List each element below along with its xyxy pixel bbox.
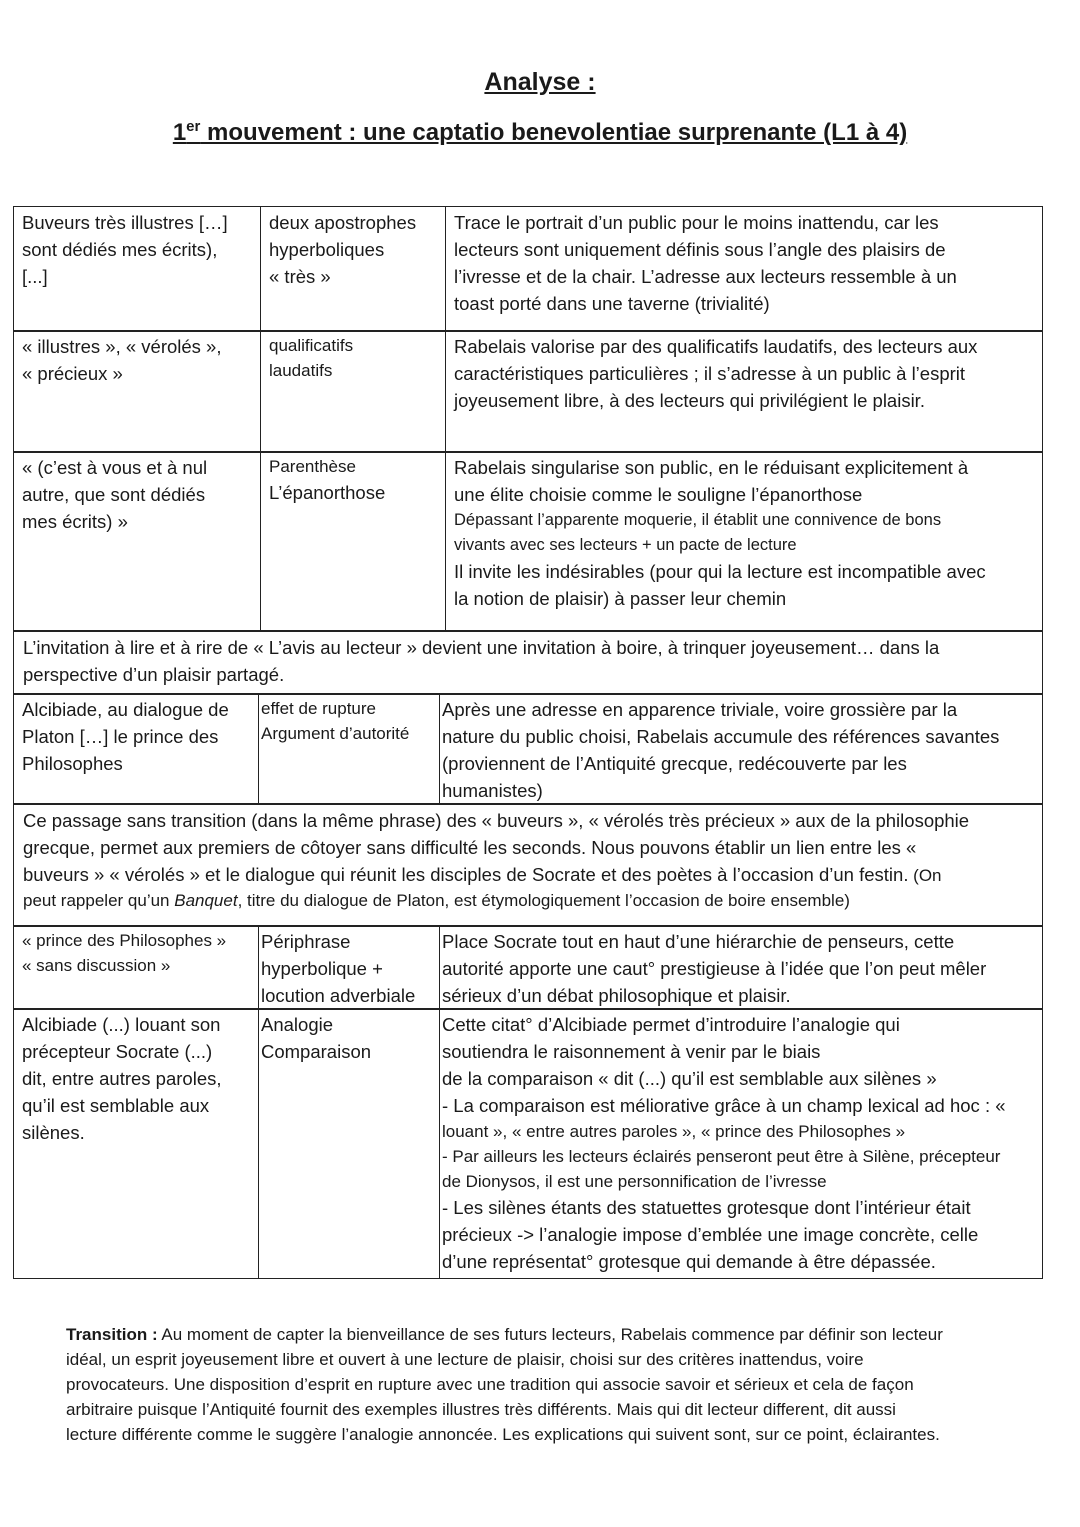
- device-cell: [260, 331, 445, 452]
- cell-line: qualificatifs: [269, 336, 354, 355]
- cell-line: « prince des Philosophes »: [22, 931, 227, 950]
- cell-line: « (c’est à vous et à nul: [22, 457, 208, 478]
- row-line: grecque, permet aux premiers de côtoyer sans difficulté les seconds. Nous pouvons établir un lien entre les «: [23, 837, 917, 858]
- cell-line: Trace le portrait d’un public pour le moins inattendu, car les: [454, 212, 939, 233]
- row-line: Ce passage sans transition (dans la même phrase) des « buveurs », « vérolés très précieux » aux de la philosophie: [23, 810, 970, 831]
- table-row: [13, 1008, 1043, 1279]
- transition-line: arbitraire puisque l’Antiquité fournit des exemples illustres très différents. Mais qui dit lecteur different, dit aussi: [66, 1400, 896, 1419]
- cell-line: nature du public choisi, Rabelais accumule des références savantes: [442, 726, 1000, 747]
- row-line: L’invitation à lire et à rire de « L’avis au lecteur » devient une invitation à boire, à trinquer joyeusement… dans la: [23, 637, 940, 658]
- table-row: [13, 693, 1043, 805]
- cell-line: toast porté dans une taverne (trivialité): [454, 293, 770, 314]
- device-cell: [258, 926, 439, 1009]
- cell-line: précieux -> l’analogie impose d’emblée une image concrète, celle: [442, 1224, 979, 1245]
- cell-line: Comparaison: [261, 1041, 372, 1062]
- analysis-cell: [445, 207, 1042, 331]
- cell-line: Parenthèse: [269, 457, 356, 476]
- cell-line: « sans discussion »: [22, 956, 171, 975]
- analysis-cell: [439, 694, 1042, 804]
- cell-line: Argument d’autorité: [261, 724, 410, 743]
- quote-cell: [14, 694, 258, 804]
- cell-line: louant », « entre autres paroles », « prince des Philosophes »: [442, 1122, 906, 1141]
- transition-line: lecture différente comme le suggère l’analogie annoncée. Les explications qui suivent sont, sur ce point, éclairantes.: [66, 1425, 940, 1444]
- cell-line: locution adverbiale: [261, 985, 416, 1006]
- cell-line: Philosophes: [22, 753, 123, 774]
- analysis-cell: [445, 331, 1042, 452]
- transition-line: provocateurs. Une disposition d’esprit en rupture avec une tradition qui associe savoir et sérieux et cela de façon: [66, 1375, 914, 1394]
- cell-line: qu’il est semblable aux: [22, 1095, 210, 1116]
- cell-line: Cette citat° d’Alcibiade permet d’introduire l’analogie qui: [442, 1014, 900, 1035]
- analysis-cell: [439, 1009, 1042, 1278]
- cell-line: joyeusement libre, à des lecteurs qui privilégient le plaisir.: [454, 390, 925, 411]
- cell-line: « illustres », « vérolés »,: [22, 336, 222, 357]
- cell-line: Analogie: [261, 1014, 334, 1035]
- device-cell: [258, 1009, 439, 1278]
- cell-line: effet de rupture: [261, 699, 376, 718]
- quote-cell: [14, 926, 258, 1009]
- cell-line: l’ivresse et de la chair. L’adresse aux lecteurs ressemble à un: [454, 266, 957, 287]
- cell-line: Alcibiade, au dialogue de: [22, 699, 229, 720]
- analysis-cell: [439, 926, 1042, 1009]
- quote-cell: [14, 207, 260, 331]
- cell-line: - La comparaison est méliorative grâce à un champ lexical ad hoc : «: [442, 1095, 1006, 1116]
- transition-line: idéal, un esprit joyeusement libre et ouvert à une lecture de plaisir, choisi sur des critères inattendus, voire: [66, 1350, 864, 1369]
- cell-line: Périphrase: [261, 931, 351, 952]
- device-cell: [260, 452, 445, 631]
- cell-line: L’épanorthose: [269, 482, 386, 503]
- table-row: [13, 206, 1043, 332]
- table-row: [13, 925, 1043, 1010]
- cell-line: de la comparaison « dit (...) qu’il est semblable aux silènes »: [442, 1068, 937, 1089]
- device-cell: [260, 207, 445, 331]
- transition-paragraph: [66, 1322, 1026, 1447]
- quote-cell: [14, 331, 260, 452]
- cell-line: précepteur Socrate (...): [22, 1041, 213, 1062]
- cell-line: deux apostrophes: [269, 212, 417, 233]
- cell-line: caractéristiques particulières ; il s’adresse à un public à l’esprit: [454, 363, 966, 384]
- cell-line: sérieux d’un débat philosophique et plaisir.: [442, 985, 791, 1006]
- cell-line: vivants avec ses lecteurs + un pacte de lecture: [454, 536, 797, 554]
- cell-line: une élite choisie comme le souligne l’épanorthose: [454, 484, 863, 505]
- cell-line: de Dionysos, il est une personnification de l’ivresse: [442, 1172, 827, 1191]
- cell-line: Rabelais valorise par des qualificatifs laudatifs, des lecteurs aux: [454, 336, 978, 357]
- cell-line: Platon […] le prince des: [22, 726, 219, 747]
- cell-line: - Par ailleurs les lecteurs éclairés penseront peut être à Silène, précepteur: [442, 1147, 1001, 1166]
- cell-line: [...]: [22, 266, 48, 287]
- quote-cell: [14, 1009, 258, 1278]
- device-cell: [258, 694, 439, 804]
- cell-line: la notion de plaisir) à passer leur chemin: [454, 588, 787, 609]
- table-row: [13, 451, 1043, 632]
- table-row: [13, 330, 1043, 453]
- cell-line: sont dédiés mes écrits),: [22, 239, 218, 260]
- cell-line: Dépassant l’apparente moquerie, il établit une connivence de bons: [454, 511, 942, 529]
- cell-line: (proviennent de l’Antiquité grecque, redécouverte par les: [442, 753, 907, 774]
- cell-line: humanistes): [442, 780, 543, 801]
- cell-line: d’une représentat° grotesque qui demande à être dépassée.: [442, 1251, 936, 1272]
- cell-line: autorité apporte une caut° prestigieuse à l’idée que l’on peut mêler: [442, 958, 987, 979]
- cell-line: mes écrits) »: [22, 511, 128, 532]
- table-row: [13, 630, 1043, 695]
- cell-line: laudatifs: [269, 361, 333, 380]
- cell-line: Rabelais singularise son public, en le réduisant explicitement à: [454, 457, 969, 478]
- cell-line: Place Socrate tout en haut d’une hiérarchie de penseurs, cette: [442, 931, 955, 952]
- section-heading: 1er mouvement : une captatio benevolentiae surprenante (L1 à 4): [172, 118, 908, 146]
- row-line: buveurs » « vérolés » et le dialogue qui réunit les disciples de Socrate et des poètes à l’occasion d’un festin. (On: [23, 864, 942, 885]
- cell-line: Alcibiade (...) louant son: [22, 1014, 221, 1035]
- quote-cell: [14, 452, 260, 631]
- cell-line: « précieux »: [22, 363, 123, 384]
- cell-line: Buveurs très illustres […]: [22, 212, 228, 233]
- analysis-cell: [445, 452, 1042, 631]
- transition-line: Transition : Au moment de capter la bienveillance de ses futurs lecteurs, Rabelais commence par définir son lecteur: [66, 1325, 943, 1344]
- cell-line: Après une adresse en apparence triviale, voire grossière par la: [442, 699, 958, 720]
- table-row: [13, 803, 1043, 927]
- cell-line: lecteurs sont uniquement définis sous l’angle des plaisirs de: [454, 239, 946, 260]
- cell-line: - Les silènes étants des statuettes grotesque dont l’intérieur était: [442, 1197, 971, 1218]
- page-title: Analyse :: [484, 68, 596, 96]
- cell-line: « très »: [269, 266, 331, 287]
- cell-line: Il invite les indésirables (pour qui la lecture est incompatible avec: [454, 561, 986, 582]
- row-line: peut rappeler qu’un Banquet, titre du dialogue de Platon, est étymologiquement l’occasion de boire ensemble): [23, 891, 850, 910]
- row-line: perspective d’un plaisir partagé.: [23, 664, 285, 685]
- cell-line: hyperboliques: [269, 239, 385, 260]
- cell-line: silènes.: [22, 1122, 85, 1143]
- cell-line: dit, entre autres paroles,: [22, 1068, 222, 1089]
- cell-line: hyperbolique +: [261, 958, 383, 979]
- cell-line: soutiendra le raisonnement à venir par le biais: [442, 1041, 821, 1062]
- cell-line: autre, que sont dédiés: [22, 484, 206, 505]
